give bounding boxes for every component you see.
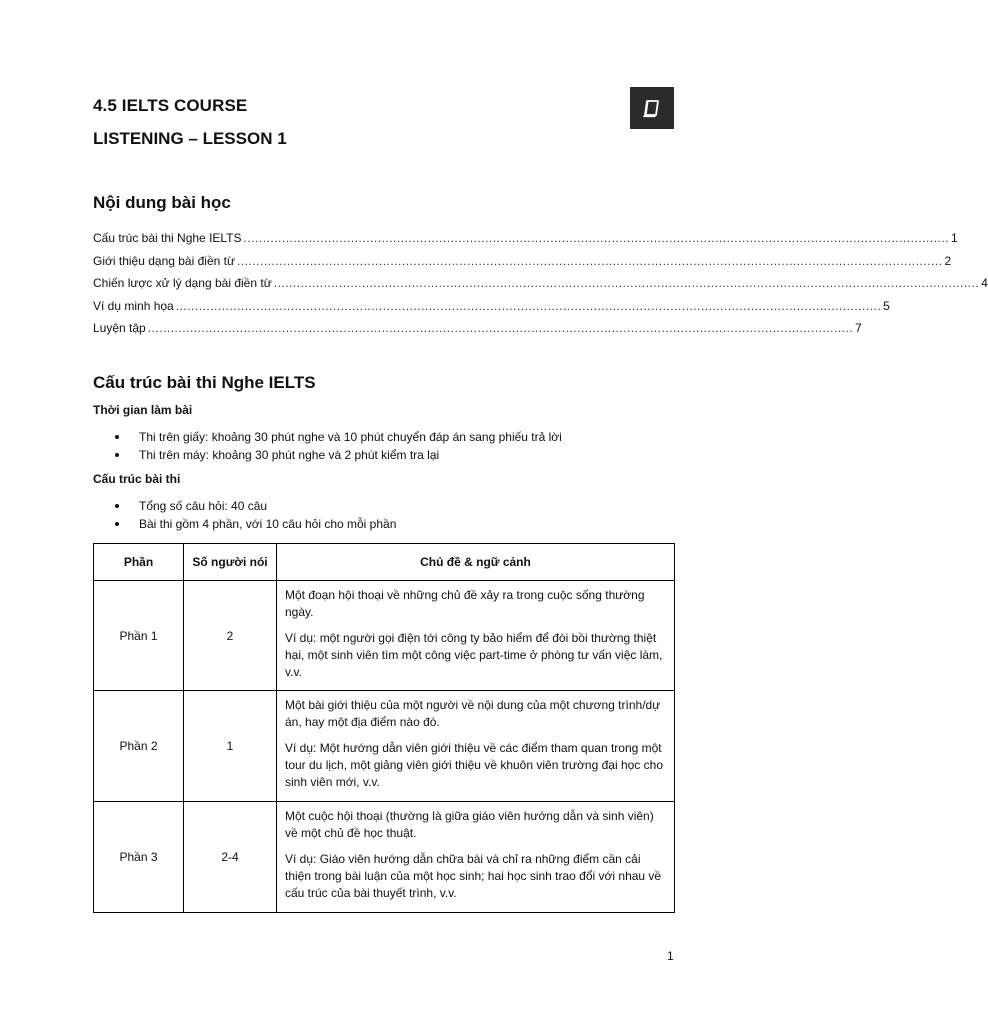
toc-leader: ........................................................................................................................................................................................ (175, 298, 882, 313)
speakers-cell: 1 (184, 691, 277, 802)
toc-heading: Nội dung bài học (93, 193, 231, 212)
toc-item-label: Ví dụ minh họa (93, 298, 174, 313)
toc-item[interactable] (93, 253, 952, 277)
toc-leader: ........................................................................................................................................................................................ (243, 231, 949, 245)
topic-description: Một đoạn hội thoại về những chủ đề xảy ra trong cuộc sống thường ngày. (285, 588, 645, 619)
toc-item-label: Luyện tập (93, 321, 146, 335)
table-row (94, 691, 675, 802)
toc-item-page: 4 (981, 276, 988, 290)
topic-example: Ví dụ: một người gọi điện tới công ty bảo hiểm để đòi bồi thường thiệt hại, một sinh viên tìm một công việc part-time ở phòng tư vấn việc làm, v.v. (285, 631, 663, 679)
speakers-cell: 2 (184, 581, 277, 691)
topic-example: Ví dụ: Giáo viên hướng dẫn chữa bài và chỉ ra những điểm cần cải thiện trong bài luận của một học sinh; hai học sinh trao đổi với nhau về cấu trúc của bài thuyết trình, v.v. (285, 852, 662, 900)
table-of-contents (93, 231, 988, 344)
column-header-part: Phần (94, 544, 184, 581)
toc-item-label: Chiến lược xử lý dạng bài điền từ (93, 276, 272, 290)
time-list (115, 428, 562, 464)
list-item: Thi trên giấy: khoảng 30 phút nghe và 10 phút chuyển đáp án sang phiếu trả lời (115, 428, 562, 446)
toc-item-label: Giới thiệu dạng bài điền từ (93, 253, 235, 268)
book-icon (641, 98, 663, 118)
topic-description: Một bài giới thiệu của một người về nội dung của một chương trình/dự án, hay một địa điểm nào đó. (285, 698, 661, 729)
toc-leader: ........................................................................................................................................................................................ (237, 253, 943, 268)
list-item: Bài thi gồm 4 phần, với 10 câu hỏi cho mỗi phần (115, 515, 396, 533)
toc-item[interactable] (93, 276, 988, 299)
part-cell: Phần 2 (94, 691, 184, 802)
toc-item-page: 5 (883, 298, 890, 313)
part-cell: Phần 3 (94, 802, 184, 913)
topic-cell (277, 691, 675, 802)
toc-leader: ........................................................................................................................................................................................ (147, 321, 854, 335)
table-row (94, 802, 675, 913)
structure-subheading: Cấu trúc bài thi (93, 472, 181, 486)
structure-list (115, 497, 396, 533)
topic-description: Một cuộc hội thoại (thường là giữa giáo viên hướng dẫn và sinh viên) về một chủ đề học thuật. (285, 809, 654, 840)
parts-table (93, 543, 675, 913)
topic-cell (277, 802, 675, 913)
toc-leader: ........................................................................................................................................................................................ (273, 276, 980, 290)
table-header-row (94, 544, 675, 581)
page-number: 1 (667, 949, 674, 963)
toc-item-page: 7 (855, 321, 862, 335)
toc-item[interactable] (93, 321, 862, 344)
course-title: 4.5 IELTS COURSE (93, 96, 248, 115)
column-header-speakers: Số người nói (184, 544, 277, 581)
toc-item-label: Cấu trúc bài thi Nghe IELTS (93, 231, 242, 245)
time-subheading: Thời gian làm bài (93, 403, 193, 417)
list-item: Thi trên máy: khoảng 30 phút nghe và 2 phút kiểm tra lại (115, 446, 562, 464)
toc-item[interactable] (93, 298, 890, 322)
topic-example: Ví dụ: Một hướng dẫn viên giới thiệu về các điểm tham quan trong một tour du lịch, một giảng viên giới thiệu về khuôn viên trường đại học cho sinh viên mới, v.v. (285, 741, 663, 789)
topic-cell (277, 581, 675, 691)
lesson-title: LISTENING – LESSON 1 (93, 129, 287, 148)
table-row (94, 581, 675, 691)
book-badge (630, 87, 674, 129)
toc-item-page: 2 (944, 253, 952, 268)
list-item: Tổng số câu hỏi: 40 câu (115, 497, 396, 515)
column-header-topic: Chủ đề & ngữ cảnh (277, 544, 675, 581)
toc-item[interactable] (93, 231, 958, 254)
toc-item-page: 1 (950, 231, 958, 245)
part-cell: Phần 1 (94, 581, 184, 691)
speakers-cell: 2-4 (184, 802, 277, 913)
section-heading: Cấu trúc bài thi Nghe IELTS (93, 373, 316, 392)
